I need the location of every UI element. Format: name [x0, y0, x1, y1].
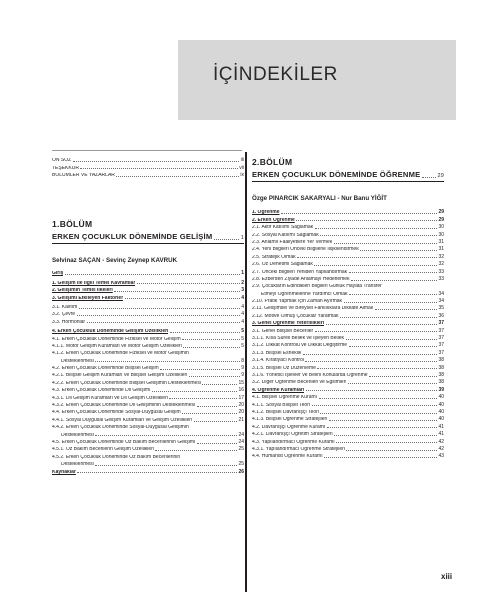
toc-entry-page: 4	[241, 311, 244, 318]
toc-entry-title: 2.3. Anlamlı Faaliyetlere Yer Vermek	[252, 239, 333, 245]
toc-entry-page: 30	[438, 231, 444, 238]
toc-entry[interactable]	[52, 378, 244, 385]
leader-dots	[95, 435, 237, 436]
toc-entry-title: 3.3. Hormonlar	[52, 319, 86, 325]
leader-dots	[303, 354, 437, 355]
toc-entry[interactable]	[252, 363, 444, 370]
leader-dots	[329, 420, 437, 421]
toc-entry[interactable]	[252, 260, 444, 267]
leader-dots	[351, 280, 437, 281]
chapter1-number: 1.BÖLÜM	[52, 219, 93, 229]
toc-entry-title: 4.4. Erken Çocukluk Döneminde Sosyal-Duygusal Gelişim	[52, 410, 181, 416]
toc-entry-title: 4.2.1. Bilişsel Gelişim Kuramları ve Bilişsel Gelişim Özellikleri	[52, 373, 188, 379]
toc-entry-page: 42	[438, 445, 444, 452]
toc-entry-page: 24	[238, 431, 244, 438]
toc-entry-title: 4.4.2. Erken Çocukluk Döneminde Sosyal-Duygusal Gelişimin	[52, 425, 189, 431]
chapter2-number: 2.BÖLÜM	[252, 157, 293, 167]
toc-entry[interactable]	[52, 156, 244, 163]
leader-dots	[360, 250, 437, 251]
leader-dots	[95, 361, 239, 362]
toc-entry[interactable]	[252, 385, 444, 392]
toc-entry-title: 4.4.1. Sosyal Duygusal Gelişim Kuramları ve Gelişim Özellikleri	[52, 417, 193, 423]
toc-entry-title: 1. Gelişim İle İlgili Temel Kavramlar	[52, 280, 136, 286]
leader-dots	[95, 465, 237, 466]
toc-entry-title: 4.2. Erken Çocukluk Döneminde Bilişsel Gelişim	[52, 366, 159, 372]
chapter2-rule	[252, 181, 444, 182]
toc-entry-title: 1. Öğrenme	[252, 210, 280, 216]
chapter1-rule	[52, 243, 244, 244]
toc-entry-page: 34	[438, 290, 444, 297]
leader-dots	[315, 331, 437, 332]
chapter1-heading	[52, 219, 244, 244]
column-divider	[245, 152, 247, 592]
toc-entry[interactable]	[52, 286, 244, 293]
leader-dots	[170, 332, 240, 333]
page-title: İÇİNDEKİLER	[213, 64, 338, 85]
toc-entry[interactable]	[52, 356, 244, 363]
toc-entry-title: 3.1.3. Bilişsel Esneklik	[252, 350, 302, 356]
toc-entry-page: 38	[438, 357, 444, 364]
toc-entry-title: 4.1.3. Bilişsel Öğrenme Stratejileri	[252, 417, 328, 423]
toc-entry-page: 40	[438, 416, 444, 423]
toc-entry-title: 4.3. Erken Çocukluk Döneminde Dil Gelişimi	[52, 388, 151, 394]
toc-entry[interactable]	[252, 304, 444, 311]
toc-entry[interactable]	[52, 401, 244, 408]
toc-entry-title: 4. Öğrenme Kuramları	[252, 387, 305, 393]
toc-entry-title: 2.4. Yeni Bilgileri Önceki Bilgilerle İlişkilendirmek	[252, 247, 359, 253]
toc-entry-title: 4.5. Erken Çocukluk Döneminde Öz Bakım Becerilerinin Gelişimi	[52, 439, 196, 445]
leader-dots	[375, 309, 437, 310]
toc-entry[interactable]	[52, 269, 244, 276]
toc-entry-page: 15	[238, 379, 244, 386]
toc-entry[interactable]	[252, 452, 444, 459]
toc-entry-title: Etmeyi Öğrenmelerine Yardımcı Olmak	[261, 291, 348, 297]
chapter1-page: 1	[240, 235, 244, 241]
toc-entry-page: 41	[438, 423, 444, 430]
toc-entry-page: 30	[438, 224, 444, 231]
toc-entry[interactable]	[52, 430, 244, 437]
leader-dots	[314, 265, 437, 266]
toc-entry-title: 2.8. Ezberden Ziyade Anlamayı Hedeflemek	[252, 276, 350, 282]
toc-entry[interactable]	[52, 327, 244, 334]
front-matter-list	[52, 156, 244, 178]
leader-dots	[296, 220, 437, 221]
leader-dots	[349, 294, 437, 295]
toc-entry-page: 16	[238, 387, 244, 394]
chapter2-heading	[252, 157, 444, 182]
toc-entry-title: 3. Gelişimi Etkileyen Faktörler	[52, 295, 124, 301]
chapter2-page: 29	[437, 173, 444, 179]
page-number: xiii	[441, 572, 453, 581]
toc-entry-page: 4	[241, 294, 244, 301]
toc-entry-title: Kaynaklar	[52, 469, 76, 475]
toc-entry-page: 38	[438, 379, 444, 386]
leader-dots	[116, 176, 238, 177]
toc-entry-title: 4.5.1. Öz Bakım Becerilerin Gelişim Özellikleri	[52, 447, 154, 453]
toc-entry-page: 1	[241, 270, 244, 277]
toc-entry[interactable]	[52, 278, 244, 285]
toc-entry[interactable]	[252, 341, 444, 348]
toc-entry[interactable]	[252, 422, 444, 429]
chapter2-title-row[interactable]	[252, 170, 444, 179]
toc-entry-title: 2.7. Önceki Bilgileri Yeniden Yapılandırmak	[252, 269, 348, 275]
toc-entry-page: 32	[438, 261, 444, 268]
leader-dots	[340, 317, 437, 318]
leader-dots	[349, 272, 437, 273]
toc-entry[interactable]	[52, 371, 244, 378]
toc-entry[interactable]	[252, 356, 444, 363]
toc-entry[interactable]	[52, 393, 244, 400]
toc-entry-title: 4. Erken Çocukluk Döneminde Gelişim Özellikleri	[52, 329, 169, 335]
toc-entry-title: 3. Genel Öğrenme Yeterlilikleri	[252, 321, 325, 327]
leader-dots	[346, 450, 437, 451]
leader-dots	[281, 213, 437, 214]
chapter2-entries	[252, 208, 444, 459]
toc-entry[interactable]	[52, 293, 244, 300]
toc-entry[interactable]	[252, 252, 444, 259]
chapter2-title: ERKEN ÇOCUKLUK DÖNEMİNDE ÖĞRENME	[252, 170, 421, 179]
leader-dots	[320, 413, 437, 414]
leader-dots	[160, 369, 240, 370]
toc-entry[interactable]	[252, 408, 444, 415]
toc-entry[interactable]	[252, 430, 444, 437]
toc-entry-page: 20	[238, 402, 244, 409]
toc-entry-title: 2.10. Pratik Yapmak İçin Zaman Ayırmak	[252, 299, 343, 305]
leader-dots	[155, 450, 236, 451]
toc-entry-page: 37	[438, 335, 444, 342]
toc-entry-title: 4.1.2. Erken Çocukluk Döneminde Fiziksel ve Motor Gelişimin	[52, 351, 189, 357]
toc-entry-page: iii	[240, 157, 244, 164]
toc-entry-page: 9	[241, 365, 244, 372]
toc-entry-page: 36	[438, 312, 444, 319]
leader-dots	[326, 324, 437, 325]
toc-entry-title: 2.9. Çocukların Edindikleri Bilgileri Günlük Hayata Transfer	[252, 284, 382, 290]
toc-entry[interactable]	[52, 386, 244, 393]
toc-entry[interactable]	[52, 438, 244, 445]
front-matter-rule	[52, 150, 242, 151]
toc-entry-title: 2.6. Öz Denetimi Sağlamak	[252, 262, 313, 268]
toc-entry[interactable]	[52, 408, 244, 415]
toc-entry-page: 29	[438, 216, 444, 223]
leader-dots	[182, 339, 240, 340]
leader-dots	[202, 384, 236, 385]
toc-entry[interactable]	[52, 445, 244, 452]
toc-entry-page: 5	[241, 335, 244, 342]
toc-entry-page: 20	[238, 409, 244, 416]
toc-entry[interactable]	[52, 423, 244, 430]
toc-entry-page: ix	[240, 172, 244, 179]
toc-entry-page: 24	[238, 438, 244, 445]
toc-entry-title: 4.3.2. Erken Çocukluk Döneminde Dil Gelişiminin Desteklenmesi	[52, 403, 196, 409]
leader-dots	[73, 161, 239, 162]
toc-entry-page: 40	[438, 408, 444, 415]
toc-entry-title: 3.1. Genel Bilişsel Beceriler	[252, 328, 314, 334]
leader-dots	[152, 391, 237, 392]
leader-dots	[65, 274, 240, 275]
toc-entry-page: 5	[241, 328, 244, 335]
toc-entry-title: Giriş	[52, 271, 64, 277]
toc-entry[interactable]	[52, 349, 244, 356]
toc-entry[interactable]	[252, 348, 444, 355]
toc-entry-title: 3.1.2. Dikkat Kontrolü ve Dikkat Değiştirme	[252, 343, 348, 349]
leader-dots	[183, 347, 239, 348]
leader-dots	[346, 339, 437, 340]
toc-entry-title: Desteklenmesi	[61, 358, 94, 364]
toc-entry[interactable]	[52, 310, 244, 317]
toc-entry-page: 9	[241, 372, 244, 379]
toc-entry-page: 31	[438, 238, 444, 245]
toc-entry-title: 3.1.1. Kısa Süreli Bellek ve İşleyen Bellek	[252, 336, 344, 342]
toc-entry[interactable]	[252, 282, 444, 289]
toc-entry[interactable]	[252, 223, 444, 230]
leader-dots	[306, 390, 437, 391]
chapter1-entries	[52, 269, 244, 477]
leader-dots	[319, 398, 437, 399]
toc-entry-page: 31	[438, 246, 444, 253]
toc-entry-title: 2. Gelişimin Temel İlkeleri	[52, 288, 113, 294]
leader-dots	[80, 168, 237, 169]
toc-entry-page: 25	[238, 446, 244, 453]
toc-entry-title: 4.3. Yapılandırmacı Öğrenme Kuramı	[252, 439, 335, 445]
toc-entry-title: 4.3.1. Dil Gelişim Kuramları ve Dil Gelişim Özellikleri	[52, 395, 168, 401]
toc-entry-title: 4.5.2. Erken Çocukluk Döneminde Öz Bakım Becerilerinin	[52, 454, 181, 460]
toc-entry-page: 39	[438, 386, 444, 393]
toc-entry-page: 37	[438, 349, 444, 356]
toc-entry-title: 3.2. Çevre	[52, 312, 76, 318]
toc-entry[interactable]	[252, 437, 444, 444]
toc-entry[interactable]	[252, 415, 444, 422]
toc-entry[interactable]	[52, 317, 244, 324]
toc-entry-title: 4.1.1. Sosyal Bilişsel Teori	[252, 402, 310, 408]
toc-entry-page: 41	[438, 431, 444, 438]
leader-dots	[297, 257, 437, 258]
leader-dots	[317, 368, 437, 369]
toc-entry-title: 2.11. Gelişimsel ve Bireysel Farklılıklara Dikkate Almak	[252, 306, 374, 312]
toc-entry-title: 2.1. Aktif Katılımı Sağlamak	[252, 225, 314, 231]
toc-entry[interactable]	[52, 467, 244, 474]
leader-dots	[194, 421, 237, 422]
toc-entry[interactable]	[52, 364, 244, 371]
toc-entry-page: 33	[438, 268, 444, 275]
toc-entry-page: 29	[438, 209, 444, 216]
toc-entry[interactable]	[252, 289, 444, 296]
toc-entry-title: 2. Erken Öğrenme	[252, 217, 295, 223]
toc-entry-title: 3.1.6. Yönetici İşlevler ve Belirli Konularda Öğrenme	[252, 372, 368, 378]
chapter1-authors: Selvinaz SAÇAN - Sevinç Zeynep KAVRUK	[52, 257, 178, 264]
toc-entry[interactable]	[252, 334, 444, 341]
toc-entry-page: 21	[238, 416, 244, 423]
leader-dots	[79, 308, 240, 309]
toc-entry-title: 4.2.2. Erken Çocukluk Döneminde Bilişsel Gelişimin Desteklenmesi	[52, 380, 201, 386]
toc-entry-title: Desteklenmesi	[61, 462, 94, 468]
leader-dots	[169, 398, 237, 399]
toc-entry[interactable]	[252, 400, 444, 407]
toc-entry-title: BÖLÜMLER VE YAZARLAR	[52, 173, 115, 179]
toc-entry[interactable]	[252, 275, 444, 282]
toc-entry-page: 34	[438, 298, 444, 305]
toc-entry[interactable]	[252, 311, 444, 318]
toc-entry[interactable]	[52, 460, 244, 467]
leader-dots	[197, 443, 237, 444]
toc-entry-page: 40	[438, 394, 444, 401]
toc-entry[interactable]	[52, 452, 244, 459]
toc-entry-page: 37	[438, 342, 444, 349]
toc-entry-title: Desteklenmesi	[61, 432, 94, 438]
toc-entry-page: 37	[438, 320, 444, 327]
toc-entry[interactable]	[252, 267, 444, 274]
toc-entry-title: 4.2. Davranışçı Öğrenme Kuramı	[252, 424, 326, 430]
toc-entry-title: 4.2.1. Davranışçı Öğretim Stratejileri	[252, 432, 333, 438]
toc-entry-page: 38	[438, 364, 444, 371]
toc-entry[interactable]	[52, 171, 244, 178]
leader-dots	[182, 413, 237, 414]
toc-entry[interactable]	[52, 342, 244, 349]
chapter1-title: ERKEN ÇOCUKLUK DÖNEMİNDE GELİŞİM	[52, 232, 213, 241]
toc-entry-page: vii	[239, 164, 244, 171]
leader-dots	[77, 315, 240, 316]
toc-entry-title: 4.1. Bilişsel Öğrenme Kuramı	[252, 395, 318, 401]
leader-dots	[77, 472, 237, 473]
toc-entry-title: 2.12. Motive Olmuş Çocuklar Yaratmak	[252, 313, 339, 319]
toc-entry-page: 40	[438, 401, 444, 408]
toc-entry-page: 35	[438, 305, 444, 312]
toc-entry-page: 4	[241, 318, 244, 325]
toc-entry[interactable]	[52, 303, 244, 310]
toc-entry-page: 33	[438, 275, 444, 282]
toc-entry[interactable]	[252, 245, 444, 252]
toc-entry-title: 4.1.2. Bilişsel Davranışçı Teori	[252, 409, 319, 415]
toc-entry-title: 4.3.1. Yapılandırmacı Öğrenme Stratejileri	[252, 446, 345, 452]
leader-dots	[87, 322, 240, 323]
toc-entry-title: 2.2. Sosyal Katılımı Sağlamak	[252, 232, 319, 238]
leader-dots	[197, 406, 237, 407]
toc-entry-title: 4.1.1. Motor Gelişim Kuramları ve Motor Gelişim Özellikleri	[52, 343, 182, 349]
leader-dots	[334, 243, 437, 244]
toc-entry-page: 32	[438, 253, 444, 260]
leader-dots	[336, 442, 437, 443]
toc-entry[interactable]	[252, 208, 444, 215]
toc-entry[interactable]	[252, 297, 444, 304]
leader-dots	[315, 228, 437, 229]
toc-entry-page: 4	[241, 303, 244, 310]
leader-dots	[349, 346, 437, 347]
toc-entry-title: ÖN SÖZ	[52, 158, 72, 164]
toc-entry[interactable]	[252, 230, 444, 237]
toc-entry[interactable]	[252, 393, 444, 400]
toc-entry-page: 42	[438, 438, 444, 445]
toc-entry-title: 2.5. Stratejik Olmak	[252, 254, 296, 260]
toc-entry-page: 17	[238, 394, 244, 401]
toc-entry-page: 8	[241, 357, 244, 364]
toc-entry-page: 3	[241, 287, 244, 294]
toc-entry-page: 38	[438, 371, 444, 378]
leader-dots	[189, 376, 240, 377]
toc-entry[interactable]	[252, 445, 444, 452]
chapter1-title-row[interactable]	[52, 232, 244, 241]
leader-dots	[114, 291, 239, 292]
toc-entry-page: 25	[238, 461, 244, 468]
leader-dots	[320, 235, 437, 236]
toc-entry-title: TEŞEKKÜR	[52, 165, 79, 171]
chapter2-authors: Özge PINARCIK SAKARYALI - Nur Banu YİĞİT	[252, 195, 387, 202]
toc-entry-page: 26	[238, 468, 244, 475]
toc-entry-title: 3.1.5. Bilişsel Öz Düzenleme	[252, 365, 316, 371]
toc-entry[interactable]	[252, 378, 444, 385]
toc-entry-page: 37	[438, 327, 444, 334]
leader-dots	[125, 298, 240, 299]
leader-dots	[334, 435, 437, 436]
toc-entry-page: 43	[438, 453, 444, 460]
toc-entry[interactable]	[252, 326, 444, 333]
toc-entry[interactable]	[252, 238, 444, 245]
leader-dots	[324, 457, 437, 458]
toc-entry[interactable]	[52, 334, 244, 341]
leader-dots	[137, 283, 240, 284]
toc-entry[interactable]	[252, 371, 444, 378]
toc-entry-title: 3.1.4. Kıratiyacı Kontrol	[252, 358, 304, 364]
toc-entry[interactable]	[252, 319, 444, 326]
toc-entry[interactable]	[52, 415, 244, 422]
toc-entry[interactable]	[52, 163, 244, 170]
toc-entry-title: 3.1. Kalıtım	[52, 304, 78, 310]
toc-entry-page: 2	[241, 279, 244, 286]
leader-dots	[305, 361, 436, 362]
leader-dots	[327, 427, 437, 428]
toc-entry-title: 3.2. Diğer Öğrenme Becerileri ve Eğilimleri	[252, 380, 347, 386]
leader-dots	[312, 405, 437, 406]
leader-dots	[344, 302, 437, 303]
leader-dots	[348, 383, 437, 384]
leader-dots	[369, 376, 437, 377]
toc-entry-title: 4.4. Hümanist Öğrenme Kuramı	[252, 454, 323, 460]
toc-entry-page: 5	[241, 342, 244, 349]
toc-entry[interactable]	[252, 215, 444, 222]
toc-entry-title: 4.1. Erken Çocukluk Döneminde Fiziksel ve Motor Gelişim	[52, 336, 181, 342]
